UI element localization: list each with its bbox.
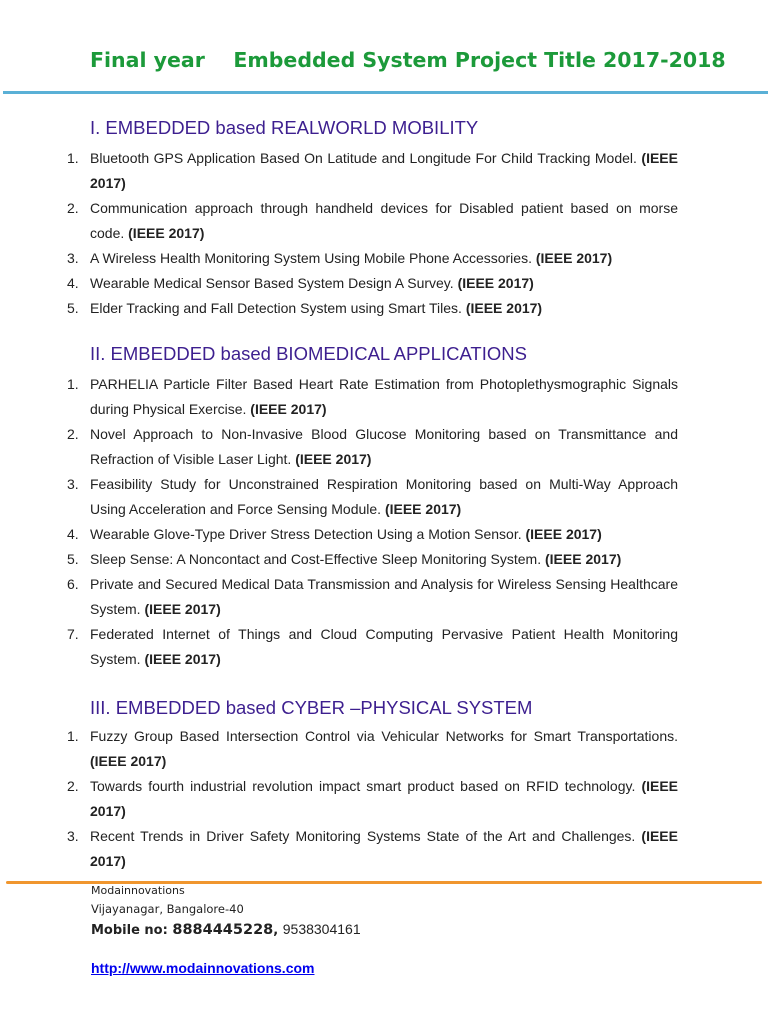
phone-number-secondary: 9538304161 — [282, 921, 361, 937]
item-title: Bluetooth GPS Application Based On Latitude and Longitude For Child Tracking Model. — [90, 150, 637, 166]
section-heading-mobility: I. EMBEDDED based REALWORLD MOBILITY — [90, 117, 479, 138]
list-item — [62, 824, 678, 874]
section-heading-biomedical: II. EMBEDDED based BIOMEDICAL APPLICATIONS — [90, 343, 527, 364]
item-number: 6. — [67, 576, 79, 592]
item-title: Private and Secured Medical Data Transmission and Analysis for Wireless Sensing Healthcare System. — [90, 576, 678, 617]
ieee-tag: (IEEE 2017) — [90, 150, 678, 191]
item-title: Communication approach through handheld devices for Disabled patient based on morse code. — [90, 200, 678, 241]
list-item — [62, 472, 678, 522]
ieee-tag: (IEEE 2017) — [90, 778, 679, 819]
item-number: 2. — [67, 200, 79, 216]
project-list-biomedical — [62, 372, 678, 672]
list-item — [62, 422, 678, 472]
item-number: 4. — [67, 275, 79, 291]
list-item — [62, 196, 678, 246]
ieee-tag: (IEEE 2017) — [90, 828, 678, 869]
item-number: 2. — [67, 426, 79, 442]
ieee-tag: (IEEE 2017) — [144, 601, 221, 617]
list-item — [62, 296, 678, 321]
item-title: Towards fourth industrial revolution impact smart product based on RFID technology. — [90, 778, 636, 794]
item-number: 1. — [67, 376, 79, 392]
top-divider — [3, 91, 768, 94]
list-item — [62, 146, 678, 196]
list-item — [62, 522, 678, 547]
phone-separator: , — [273, 923, 279, 938]
item-title: Wearable Medical Sensor Based System Design A Survey. — [90, 275, 454, 291]
item-title: PARHELIA Particle Filter Based Heart Rate Estimation from Photoplethysmographic Signals during Physical Exercise. — [90, 376, 678, 417]
ieee-tag: (IEEE 2017) — [545, 551, 622, 567]
project-list-cyber-physical — [62, 724, 678, 874]
ieee-tag: (IEEE 2017) — [535, 250, 613, 266]
item-title: Wearable Glove-Type Driver Stress Detection Using a Motion Sensor. — [90, 526, 522, 542]
website-link[interactable]: http://www.modainnovations.com — [91, 960, 315, 976]
ieee-tag: (IEEE 2017) — [295, 451, 372, 467]
ieee-tag: (IEEE 2017) — [465, 300, 543, 316]
company-name: Modainnovations — [91, 884, 185, 897]
item-number: 5. — [67, 551, 79, 567]
list-item — [62, 572, 678, 622]
list-item — [62, 372, 678, 422]
item-title: A Wireless Health Monitoring System Using Mobile Phone Accessories. — [90, 250, 532, 266]
list-item — [62, 246, 678, 271]
item-title: Feasibility Study for Unconstrained Respiration Monitoring based on Multi-Way Approach Using Acceleration and Force Sensing Module. — [90, 476, 678, 517]
phone-number-primary: 8884445228 — [172, 922, 274, 938]
list-item — [62, 547, 678, 572]
list-item — [62, 271, 678, 296]
ieee-tag: (IEEE 2017) — [144, 651, 221, 667]
company-address: Vijayanagar, Bangalore-40 — [91, 902, 244, 916]
item-title: Novel Approach to Non-Invasive Blood Glucose Monitoring based on Transmittance and Refraction of Visible Laser Light. — [90, 426, 678, 467]
item-number: 5. — [67, 300, 79, 316]
item-title: Recent Trends in Driver Safety Monitoring Systems State of the Art and Challenges. — [90, 828, 636, 844]
list-item — [62, 622, 678, 672]
item-number: 3. — [67, 250, 79, 266]
list-item — [62, 774, 678, 824]
mobile-label: Mobile no: — [91, 923, 168, 938]
ieee-tag: (IEEE 2017) — [384, 501, 462, 517]
ieee-tag: (IEEE 2017) — [90, 753, 167, 769]
page-title: Final year Embedded System Project Title 2017-2018 — [90, 48, 726, 72]
list-item — [62, 724, 678, 774]
ieee-tag: (IEEE 2017) — [128, 225, 205, 241]
item-title: Sleep Sense: A Noncontact and Cost-Effective Sleep Monitoring System. — [90, 551, 542, 567]
section-heading-cyber-physical: III. EMBEDDED based CYBER –PHYSICAL SYSTEM — [90, 697, 533, 718]
item-title: Elder Tracking and Fall Detection System using Smart Tiles. — [90, 300, 462, 316]
item-number: 3. — [67, 476, 79, 492]
item-number: 4. — [67, 526, 79, 542]
ieee-tag: (IEEE 2017) — [250, 401, 327, 417]
item-number: 2. — [67, 778, 79, 794]
contact-line — [91, 921, 361, 938]
item-number: 7. — [67, 626, 79, 642]
item-title: Fuzzy Group Based Intersection Control via Vehicular Networks for Smart Transportations. — [90, 728, 678, 744]
ieee-tag: (IEEE 2017) — [525, 526, 602, 542]
item-number: 1. — [67, 150, 79, 166]
project-list-mobility — [62, 146, 678, 321]
item-title: Federated Internet of Things and Cloud Computing Pervasive Patient Health Monitoring System. — [90, 626, 678, 667]
item-number: 3. — [67, 828, 79, 844]
item-number: 1. — [67, 728, 79, 744]
ieee-tag: (IEEE 2017) — [457, 275, 534, 291]
